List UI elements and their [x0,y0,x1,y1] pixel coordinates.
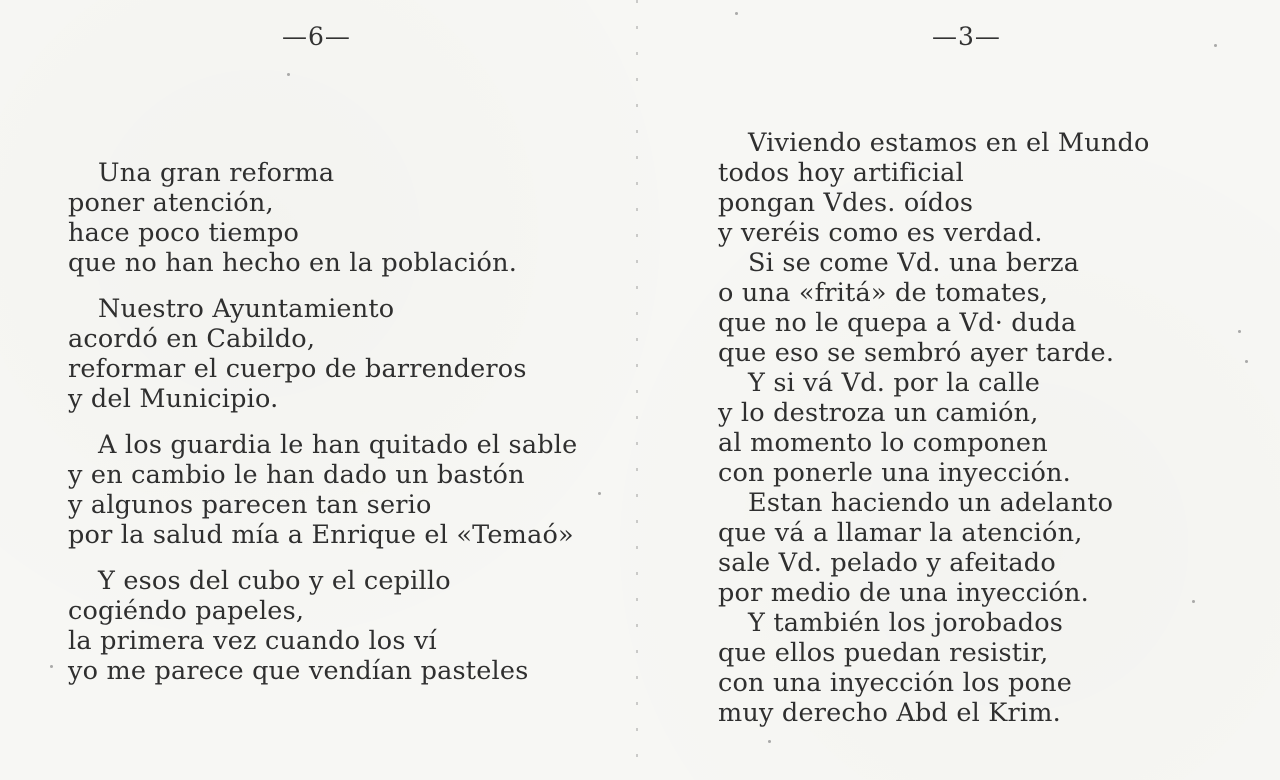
poem-line: Viviendo estamos en el Mundo [748,128,1150,158]
poem-line: poner atención, [68,188,274,218]
poem-line: y veréis como es verdad. [718,218,1043,248]
poem-line: por la salud mía a Enrique el «Temaó» [68,520,574,550]
poem-line: Si se come Vd. una berza [748,248,1080,278]
left-page-number: —6— [282,22,351,51]
poem-line: A los guardia le han quitado el sable [98,430,578,460]
print-speck [1192,600,1195,603]
stanza-gap [68,278,628,294]
right-page-poem [718,128,1258,728]
poem-line: que vá a llamar la atención, [718,518,1083,548]
stanza [68,158,628,278]
stanza-gap [68,414,628,430]
poem-line: yo me parece que vendían pasteles [68,656,529,686]
poem-line: acordó en Cabildo, [68,324,316,354]
print-speck [768,740,771,743]
poem-line: con ponerle una inyección. [718,458,1071,488]
right-page-number: —3— [932,22,1001,51]
poem-line: muy derecho Abd el Krim. [718,698,1061,728]
poem-line: por medio de una inyección. [718,578,1089,608]
poem-line: Y esos del cubo y el cepillo [98,566,451,596]
left-page-poem [68,158,628,686]
print-speck [1238,330,1241,333]
poem-line: cogiéndo papeles, [68,596,305,626]
print-speck [598,492,601,495]
poem-line: al momento lo componen [718,428,1048,458]
stanza-gap [68,550,628,566]
print-speck [50,665,53,668]
print-speck [1214,44,1217,47]
poem-line: Una gran reforma [98,158,335,188]
poem-line: Y también los jorobados [748,608,1064,638]
poem-line: con una inyección los pone [718,668,1073,698]
poem-line: o una «fritá» de tomates, [718,278,1049,308]
poem-line: que eso se sembró ayer tarde. [718,338,1115,368]
poem-line: Nuestro Ayuntamiento [98,294,395,324]
stanza [68,566,628,686]
poem-line: que no le quepa a Vd· duda [718,308,1077,338]
poem-line: sale Vd. pelado y afeitado [718,548,1056,578]
print-speck [287,73,290,76]
poem-line: todos hoy artificial [718,158,964,188]
poem-line: que no han hecho en la población. [68,248,518,278]
poem-line: la primera vez cuando los ví [68,626,437,656]
stanza [68,430,628,550]
print-speck [735,12,738,15]
poem-line: y del Municipio. [68,384,279,414]
poem-line: Y si vá Vd. por la calle [748,368,1041,398]
poem-line: y algunos parecen tan serio [68,490,432,520]
poem-line: reformar el cuerpo de barrenderos [68,354,527,384]
poem-line: y en cambio le han dado un bastón [68,460,525,490]
poem-line: Estan haciendo un adelanto [748,488,1114,518]
poem-line: que ellos puedan resistir, [718,638,1049,668]
print-speck [1245,360,1248,363]
stanza [68,294,628,414]
poem-line: hace poco tiempo [68,218,300,248]
poem-line: pongan Vdes. oídos [718,188,974,218]
page-gutter [636,0,638,780]
poem-line: y lo destroza un camión, [718,398,1039,428]
